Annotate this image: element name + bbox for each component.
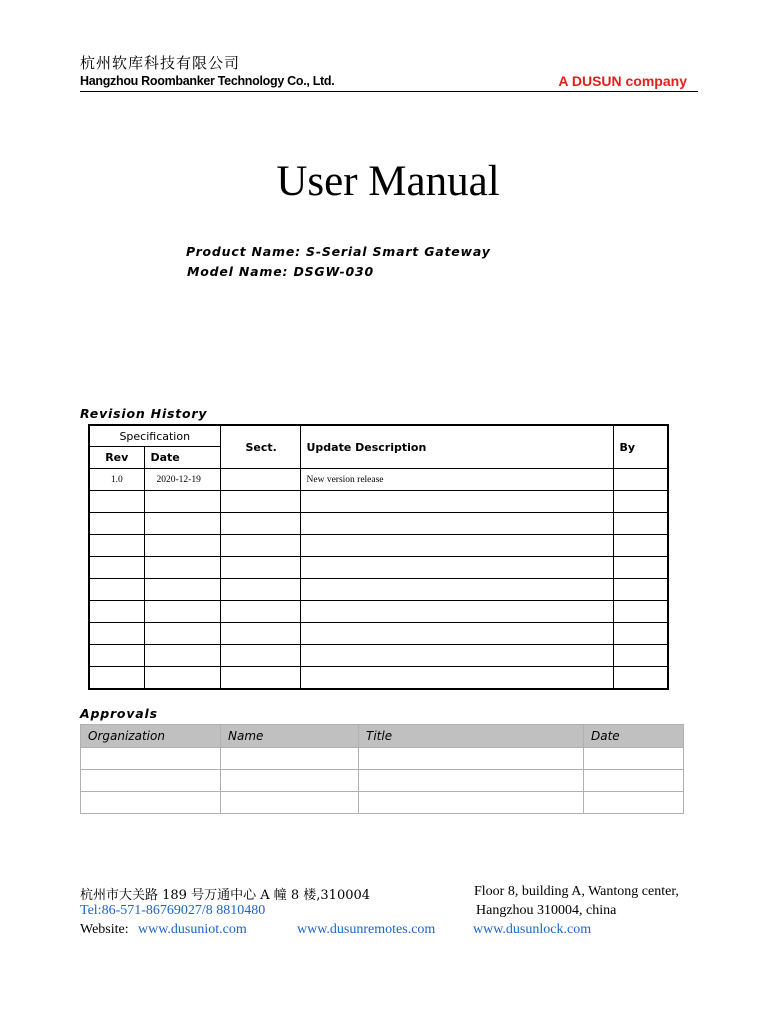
- table-row: [89, 601, 668, 623]
- table-row: [81, 792, 684, 814]
- update-description-header: Update Description: [300, 425, 613, 469]
- organization-cell: [81, 770, 221, 792]
- website-label: Website:: [80, 922, 129, 937]
- organization-header: Organization: [81, 725, 221, 748]
- title-cell: [359, 792, 584, 814]
- sect-cell: [220, 579, 300, 601]
- organization-cell: [81, 748, 221, 770]
- sect-cell: [220, 601, 300, 623]
- table-row: [89, 557, 668, 579]
- website-link-dusunremotes[interactable]: www.dusunremotes.com: [297, 922, 436, 937]
- date-cell: [584, 792, 684, 814]
- sect-cell: [220, 469, 300, 491]
- rev-cell: [89, 535, 144, 557]
- date-cell: [144, 623, 220, 645]
- rev-cell: [89, 645, 144, 667]
- table-header-row: [81, 725, 684, 748]
- date-cell: [584, 748, 684, 770]
- model-name: Model Name: DSGW-030: [187, 264, 374, 279]
- revision-history-heading: Revision History: [80, 406, 208, 421]
- product-name: Product Name: S-Serial Smart Gateway: [186, 244, 491, 259]
- table-row: [89, 491, 668, 513]
- by-cell: [613, 601, 668, 623]
- rev-cell: [89, 491, 144, 513]
- date-cell: [584, 770, 684, 792]
- date-cell: [144, 645, 220, 667]
- sect-cell: [220, 667, 300, 690]
- sect-cell: [220, 535, 300, 557]
- description-cell: [300, 601, 613, 623]
- description-cell: [300, 645, 613, 667]
- by-cell: [613, 513, 668, 535]
- address-english-line2: Hangzhou 310004, china: [476, 903, 617, 918]
- date-cell: [144, 601, 220, 623]
- table-row: [89, 513, 668, 535]
- sect-cell: [220, 513, 300, 535]
- company-name-chinese: 杭州软库科技有限公司: [80, 54, 241, 72]
- table-row: [89, 645, 668, 667]
- approvals-heading: Approvals: [80, 706, 158, 721]
- document-title: User Manual: [276, 158, 500, 205]
- title-cell: [359, 770, 584, 792]
- table-row: [81, 748, 684, 770]
- date-header: Date: [584, 725, 684, 748]
- table-row: [89, 623, 668, 645]
- description-cell: [300, 623, 613, 645]
- name-header: Name: [221, 725, 359, 748]
- header-divider: [80, 91, 698, 92]
- rev-cell: [89, 557, 144, 579]
- date-cell: [144, 579, 220, 601]
- table-row: [89, 667, 668, 690]
- description-cell: New version release: [300, 469, 613, 491]
- description-cell: [300, 667, 613, 690]
- date-cell: [144, 513, 220, 535]
- rev-cell: [89, 623, 144, 645]
- specification-header: Specification: [89, 425, 220, 447]
- by-cell: [613, 623, 668, 645]
- sect-cell: [220, 623, 300, 645]
- by-cell: [613, 535, 668, 557]
- description-cell: [300, 513, 613, 535]
- by-cell: [613, 667, 668, 690]
- title-header: Title: [359, 725, 584, 748]
- rev-header: Rev: [89, 447, 144, 469]
- title-cell: [359, 748, 584, 770]
- table-row: [89, 535, 668, 557]
- by-cell: [613, 469, 668, 491]
- sect-cell: [220, 491, 300, 513]
- rev-cell: [89, 601, 144, 623]
- by-cell: [613, 491, 668, 513]
- date-cell: [144, 491, 220, 513]
- by-header: By: [613, 425, 668, 469]
- approvals-table: [80, 724, 684, 814]
- website-link-dusuniot[interactable]: www.dusuniot.com: [138, 922, 247, 937]
- rev-cell: [89, 667, 144, 690]
- date-cell: [144, 557, 220, 579]
- company-name-english: Hangzhou Roombanker Technology Co., Ltd.: [80, 74, 335, 88]
- table-row: [89, 469, 668, 491]
- by-cell: [613, 645, 668, 667]
- name-cell: [221, 792, 359, 814]
- description-cell: [300, 491, 613, 513]
- website-link-dusunlock[interactable]: www.dusunlock.com: [473, 922, 592, 937]
- sect-cell: [220, 557, 300, 579]
- date-cell: 2020-12-19: [144, 469, 220, 491]
- by-cell: [613, 579, 668, 601]
- name-cell: [221, 748, 359, 770]
- description-cell: [300, 557, 613, 579]
- rev-cell: 1.0: [89, 469, 144, 491]
- date-header: Date: [144, 447, 220, 469]
- name-cell: [221, 770, 359, 792]
- sect-cell: [220, 645, 300, 667]
- brand-tagline: A DUSUN company: [558, 73, 687, 89]
- date-cell: [144, 667, 220, 690]
- address-english-line1: Floor 8, building A, Wantong center,: [474, 884, 679, 899]
- date-cell: [144, 535, 220, 557]
- organization-cell: [81, 792, 221, 814]
- rev-cell: [89, 579, 144, 601]
- telephone: Tel:86-571-86769027/8 8810480: [80, 903, 266, 918]
- rev-cell: [89, 513, 144, 535]
- revision-history-table: [88, 424, 669, 690]
- sect-header: Sect.: [220, 425, 300, 469]
- description-cell: [300, 535, 613, 557]
- table-header-row: [89, 425, 668, 447]
- description-cell: [300, 579, 613, 601]
- table-row: [89, 579, 668, 601]
- by-cell: [613, 557, 668, 579]
- table-row: [81, 770, 684, 792]
- address-chinese: 杭州市大关路 189 号万通中心 A 幢 8 楼,310004: [80, 888, 371, 903]
